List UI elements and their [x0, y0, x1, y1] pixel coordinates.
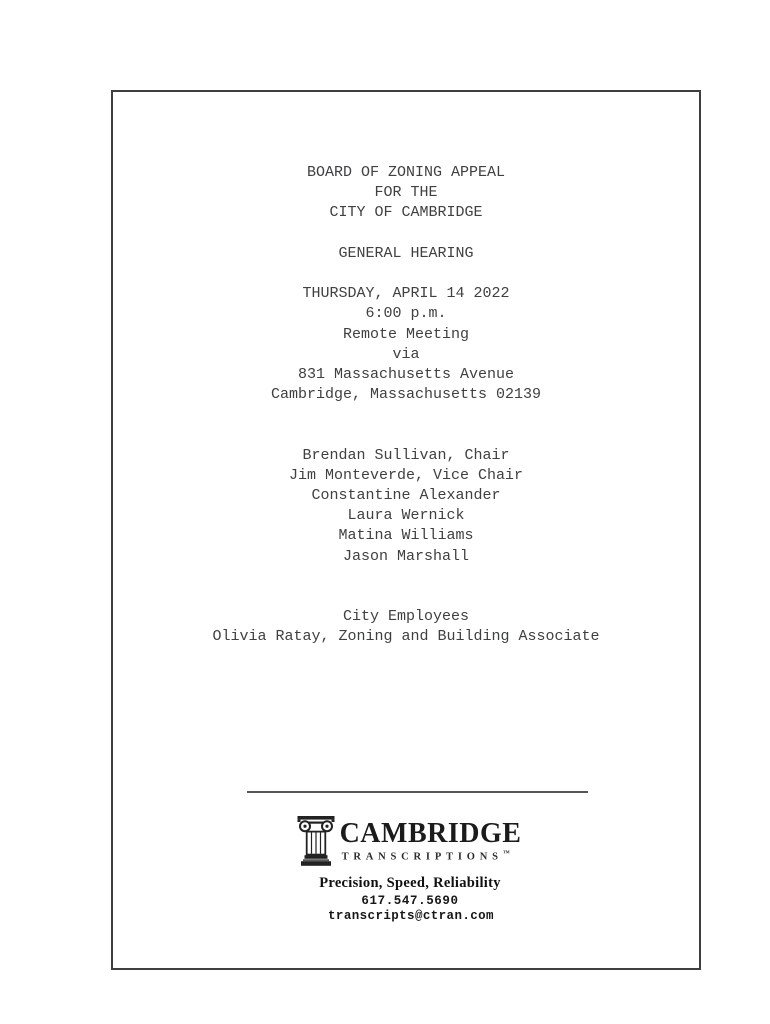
- document-line: Brendan Sullivan, Chair: [302, 446, 510, 464]
- document-line: Cambridge, Massachusetts 02139: [270, 386, 542, 404]
- document-page: [111, 90, 701, 970]
- document-line: Constantine Alexander: [311, 487, 501, 504]
- document-line: BOARD OF ZONING APPEAL: [306, 164, 506, 181]
- document-line: City Employees: [342, 608, 470, 626]
- document-line: Matina Williams: [338, 527, 474, 545]
- document-line: Olivia Ratay, Zoning and Building Associate: [212, 628, 600, 646]
- footer-divider: [247, 791, 588, 793]
- document-line: via: [392, 345, 420, 363]
- document-line: [113, 264, 699, 284]
- document-line: CITY OF CAMBRIDGE: [329, 204, 483, 222]
- brand-subtitle: [342, 849, 522, 863]
- cambridge-transcriptions-logo: [116, 815, 702, 867]
- brand-subtitle-text: TRANSCRIPTIONS: [341, 851, 503, 863]
- document-line: Laura Wernick: [347, 507, 465, 525]
- footer-phone: 617.547.5690: [361, 894, 459, 908]
- document-line: Jason Marshall: [342, 547, 470, 565]
- document-line: [113, 567, 699, 587]
- document-line: THURSDAY, APRIL 14 2022: [302, 285, 510, 303]
- document-line: [113, 224, 699, 244]
- classical-column-icon: [297, 815, 335, 867]
- footer-tagline: Precision, Speed, Reliability: [319, 875, 501, 891]
- document-line: [113, 405, 699, 425]
- document-line: 6:00 p.m.: [365, 305, 447, 323]
- document-line: 831 Massachusetts Avenue: [297, 365, 515, 383]
- footer-email: transcripts@ctran.com: [328, 909, 494, 923]
- document-body: [113, 163, 699, 648]
- document-line: [113, 587, 699, 607]
- document-line: [113, 425, 699, 445]
- document-line: Remote Meeting: [342, 325, 470, 343]
- brand-name: CAMBRIDGE: [339, 818, 522, 849]
- trademark-symbol: ™: [502, 849, 510, 857]
- document-line: GENERAL HEARING: [338, 244, 474, 262]
- document-line: FOR THE: [374, 184, 438, 202]
- brand-wordmark: [339, 818, 522, 863]
- document-line: Jim Monteverde, Vice Chair: [288, 466, 524, 484]
